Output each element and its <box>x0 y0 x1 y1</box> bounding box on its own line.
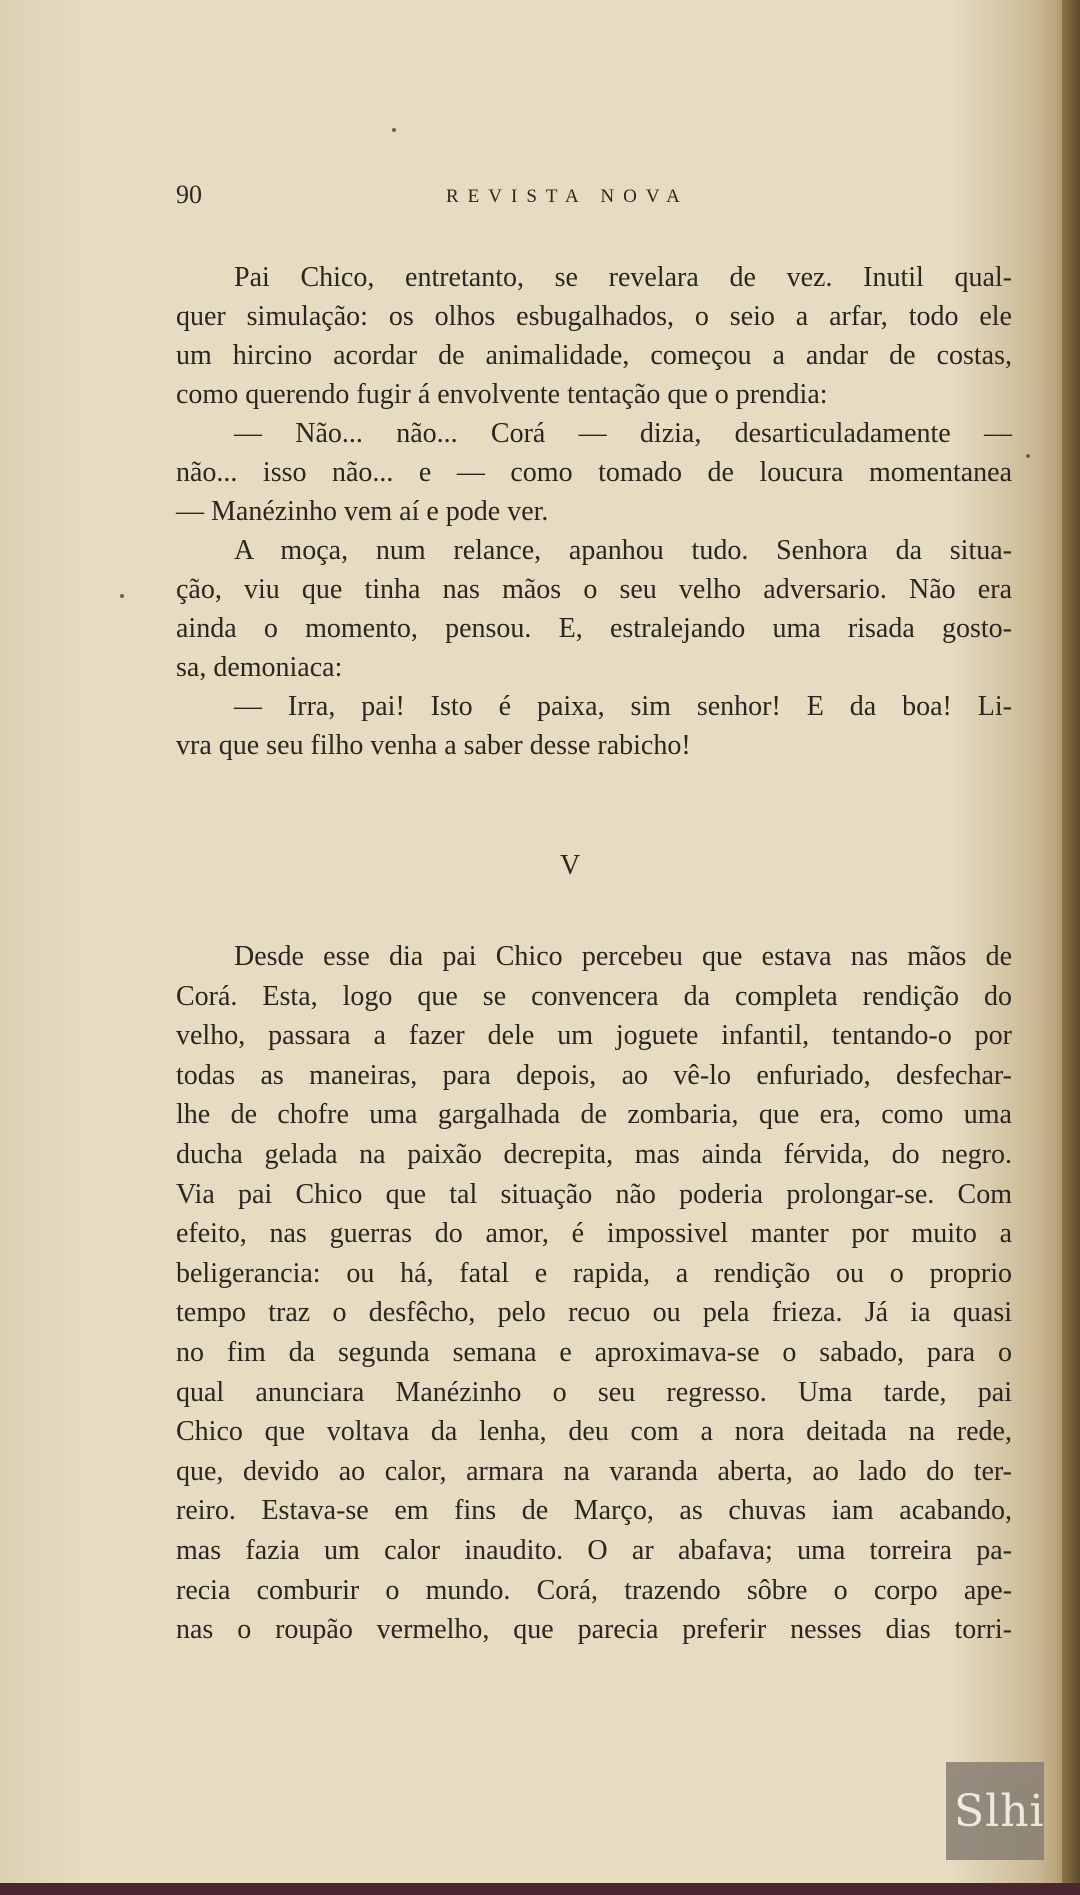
text-line: mas fazia um calor inaudito. O ar abafava; uma torreira pa- <box>176 1534 1012 1566</box>
text-line: velho, passara a fazer dele um joguete infantil, tentando-o por <box>176 1020 1012 1052</box>
text-line: A moça, num relance, apanhou tudo. Senhora da situa- <box>234 535 1012 566</box>
text-line: Chico que voltava da lenha, deu com a nora deitada na rede, <box>176 1416 1012 1448</box>
text-line: não... isso não... e — como tomado de loucura momentanea <box>176 457 1012 488</box>
text-line: — Não... não... Corá — dizia, desarticuladamente — <box>234 418 1012 449</box>
paragraph-block-1 <box>176 258 1012 765</box>
running-title: REVISTA NOVA <box>446 186 689 207</box>
text-line: ção, viu que tinha nas mãos o seu velho adversario. Não era <box>176 574 1012 605</box>
text-line: quer simulação: os olhos esbugalhados, o seio a arfar, todo ele <box>176 301 1012 332</box>
text-line: como querendo fugir á envolvente tentação que o prendia: <box>176 379 828 410</box>
text-line: reiro. Estava-se em fins de Março, as chuvas iam acabando, <box>176 1495 1012 1527</box>
text-line: Pai Chico, entretanto, se revelara de vez. Inutil qual- <box>234 262 1012 293</box>
text-line: — Irra, pai! Isto é paixa, sim senhor! E da boa! Li- <box>234 691 1012 722</box>
text-line: vra que seu filho venha a saber desse rabicho! <box>176 730 691 761</box>
page-number: 90 <box>176 180 202 209</box>
text-line: um hircino acordar de animalidade, começou a andar de costas, <box>176 340 1012 371</box>
text-line: sa, demoniaca: <box>176 652 343 683</box>
paper-speck <box>1026 454 1030 458</box>
text-line: no fim da segunda semana e aproximava-se o sabado, para o <box>176 1336 1012 1368</box>
text-line: todas as maneiras, para depois, ao vê-lo enfuriado, desfechar- <box>176 1059 1012 1091</box>
text-line: que, devido ao calor, armara na varanda aberta, ao lado do ter- <box>176 1455 1012 1487</box>
text-line: Desde esse dia pai Chico percebeu que estava nas mãos de <box>234 941 1012 972</box>
page-header <box>176 180 1016 220</box>
text-line: ainda o momento, pensou. E, estralejando uma risada gosto- <box>176 613 1012 644</box>
page-bottom-edge <box>0 1883 1080 1895</box>
text-line: recia comburir o mundo. Corá, trazendo sôbre o corpo ape- <box>176 1574 1012 1606</box>
text-line: efeito, nas guerras do amor, é impossivel manter por muito a <box>176 1218 1012 1250</box>
paper-speck <box>120 594 124 598</box>
paragraph-block-2 <box>176 937 1012 1650</box>
text-line: lhe de chofre uma gargalhada de zombaria, que era, como uma <box>176 1099 1012 1131</box>
text-line: Via pai Chico que tal situação não poderia prolongar-se. Com <box>176 1178 1012 1210</box>
text-line: beligerancia: ou há, fatal e rapida, a rendição ou o proprio <box>176 1257 1012 1289</box>
text-line: nas o roupão vermelho, que parecia preferir nesses dias torri- <box>176 1614 1012 1646</box>
library-watermark-logo <box>946 1762 1044 1860</box>
section-heading: V <box>560 850 581 881</box>
text-line: — Manézinho vem aí e pode ver. <box>176 496 549 527</box>
book-spine-edge <box>1062 0 1080 1895</box>
text-line: Corá. Esta, logo que se convencera da completa rendição do <box>176 980 1012 1012</box>
text-line: tempo traz o desfêcho, pelo recuo ou pela frieza. Já ia quasi <box>176 1297 1012 1329</box>
paper-speck <box>392 128 396 132</box>
text-line: ducha gelada na paixão decrepita, mas ainda férvida, do negro. <box>176 1138 1012 1170</box>
text-line: qual anunciara Manézinho o seu regresso. Uma tarde, pai <box>176 1376 1012 1408</box>
watermark-text: Slhi <box>954 1786 1045 1837</box>
